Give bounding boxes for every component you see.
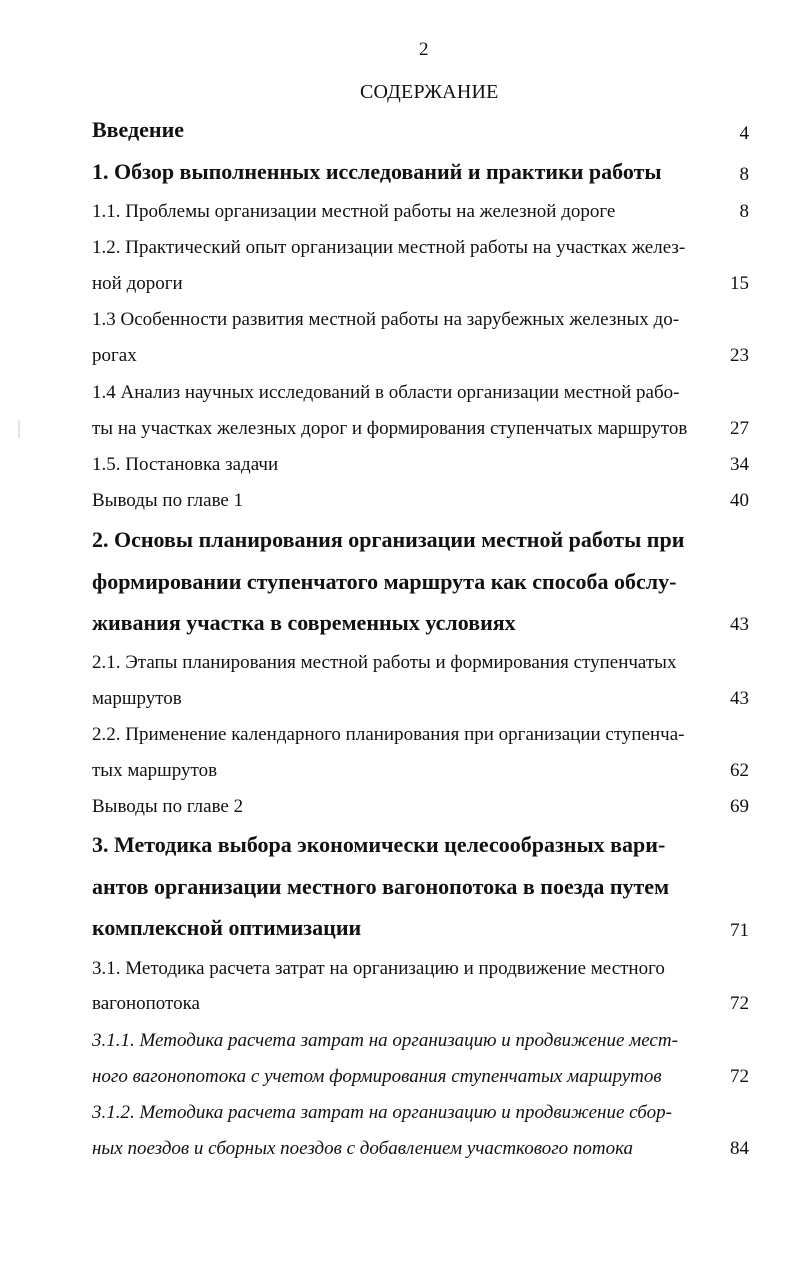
toc-page-section-3-1-1: 72 [730, 1066, 749, 1087]
toc-entry-chapter-3-line-3: комплексной оптимизации [92, 915, 362, 940]
page-number: 2 [419, 39, 429, 60]
toc-page-section-3-1: 72 [730, 993, 749, 1014]
toc-entry-conclusions-2: Выводы по главе 2 [92, 796, 244, 817]
contents-title: СОДЕРЖАНИЕ [360, 81, 499, 103]
toc-entry-section-3-1-2-line-2: ных поездов и сборных поездов с добавлением участкового потока [92, 1138, 634, 1159]
toc-entry-section-2-2-line-2: тых маршрутов [92, 760, 218, 781]
toc-entry-section-2-2-line-1: 2.2. Применение календарного планирования при организации ступенча- [92, 724, 685, 745]
toc-entry-section-3-1-line-2: вагонопотока [92, 993, 200, 1014]
toc-entry-chapter-2-line-2: формировании ступенчатого маршрута как способа обслу- [92, 569, 677, 594]
toc-page-introduction: 4 [739, 123, 749, 144]
toc-page-chapter-3: 71 [730, 920, 749, 941]
toc-page-conclusions-2: 69 [730, 796, 749, 817]
toc-page-conclusions-1: 40 [730, 490, 749, 511]
toc-page-section-1-3: 23 [730, 345, 749, 366]
toc-entry-section-3-1-line-1: 3.1. Методика расчета затрат на организацию и продвижение местного [92, 958, 665, 979]
toc-entry-section-1-3-line-1: 1.3 Особенности развития местной работы на зарубежных железных до- [92, 309, 680, 330]
toc-page-section-1-4: 27 [730, 418, 749, 439]
toc-entry-section-1-5: 1.5. Постановка задачи [92, 454, 279, 475]
toc-entry-conclusions-1: Выводы по главе 1 [92, 490, 244, 511]
toc-page-section-2-1: 43 [730, 688, 749, 709]
toc-page-section-1-5: 34 [730, 454, 749, 475]
toc-page-section-1-2: 15 [730, 273, 749, 294]
toc-entry-section-1-4-line-2: ты на участках железных дорог и формирования ступенчатых маршрутов [92, 418, 688, 439]
toc-page-section-1-1: 8 [739, 201, 749, 222]
toc-entry-section-3-1-1-line-2: ного вагонопотока с учетом формирования ступенчатых маршрутов [92, 1066, 662, 1087]
toc-entry-section-1-1: 1.1. Проблемы организации местной работы на железной дороге [92, 201, 616, 222]
toc-entry-introduction: Введение [92, 117, 185, 142]
toc-entry-chapter-3-line-2: антов организации местного вагонопотока в поезда путем [92, 874, 670, 899]
toc-entry-section-3-1-2-line-1: 3.1.2. Методика расчета затрат на организацию и продвижение сбор- [92, 1102, 672, 1123]
toc-entry-section-1-2-line-1: 1.2. Практический опыт организации местной работы на участках желез- [92, 237, 686, 258]
toc-page-section-2-2: 62 [730, 760, 749, 781]
toc-entry-chapter-1: 1. Обзор выполненных исследований и практики работы [92, 159, 662, 184]
toc-page-chapter-1: 8 [739, 164, 749, 185]
toc-page-section-3-1-2: 84 [730, 1138, 749, 1159]
toc-entry-section-2-1-line-2: маршрутов [92, 688, 182, 709]
scan-artifact [18, 420, 20, 438]
toc-entry-chapter-2-line-3: живания участка в современных условиях [92, 610, 516, 635]
toc-entry-section-1-4-line-1: 1.4 Анализ научных исследований в области организации местной рабо- [92, 382, 680, 403]
toc-entry-section-3-1-1-line-1: 3.1.1. Методика расчета затрат на организацию и продвижение мест- [92, 1030, 678, 1051]
toc-entry-chapter-2-line-1: 2. Основы планирования организации местной работы при [92, 527, 685, 552]
toc-entry-section-2-1-line-1: 2.1. Этапы планирования местной работы и формирования ступенчатых [92, 652, 677, 673]
toc-entry-chapter-3-line-1: 3. Методика выбора экономически целесообразных вари- [92, 832, 666, 857]
toc-entry-section-1-3-line-2: рогах [92, 345, 137, 366]
toc-page-chapter-2: 43 [730, 614, 749, 635]
toc-entry-section-1-2-line-2: ной дороги [92, 273, 183, 294]
